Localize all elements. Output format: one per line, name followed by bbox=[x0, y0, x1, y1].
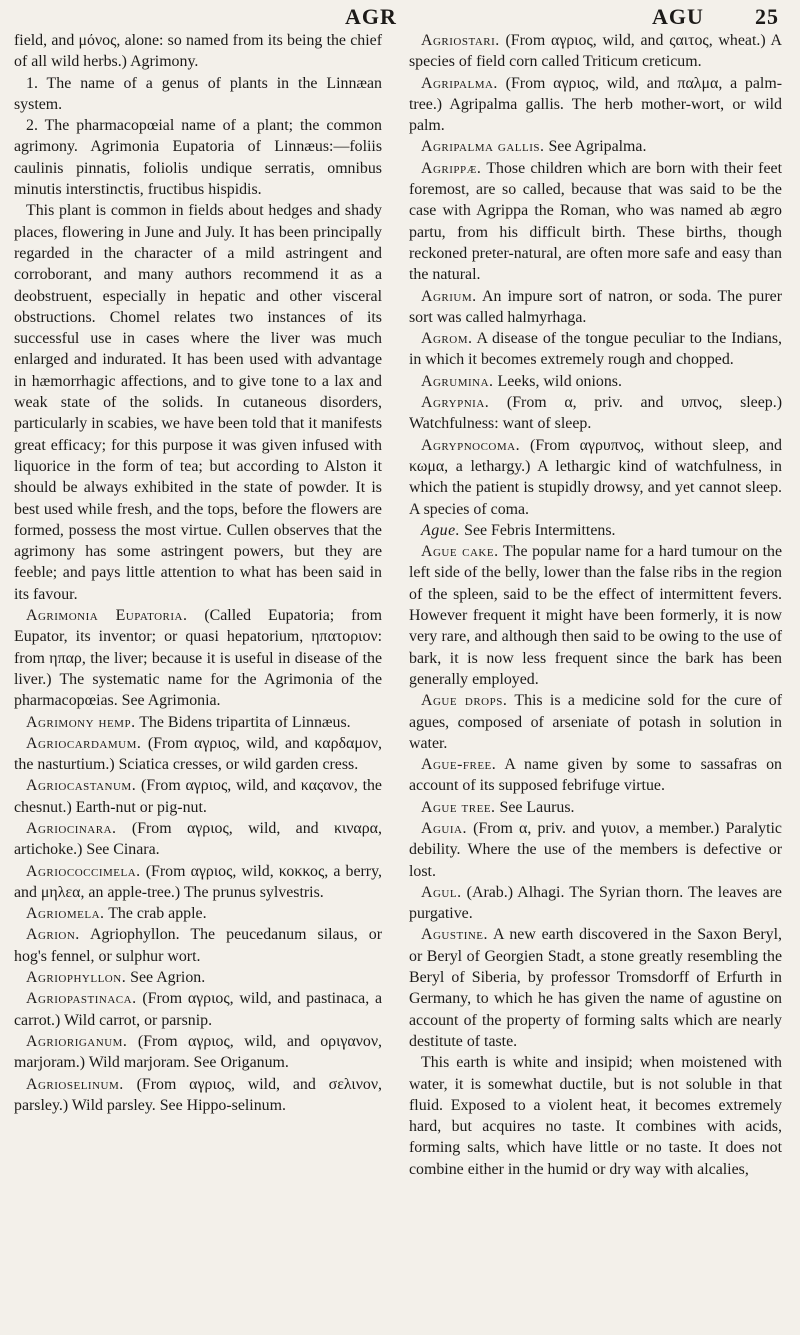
dictionary-entry bbox=[14, 924, 382, 967]
entry-text: 1. The name of a genus of plants in the Linnæan system. bbox=[14, 74, 382, 113]
dictionary-entry bbox=[409, 392, 782, 435]
entry-term: Agrom. bbox=[421, 330, 473, 348]
entry-text: See Laurus. bbox=[499, 798, 575, 816]
paragraph bbox=[14, 115, 382, 200]
dictionary-entry bbox=[409, 73, 782, 137]
entry-term: Agrimonia Eupatoria. bbox=[26, 607, 188, 625]
entry-term: Agrumina. bbox=[421, 372, 494, 390]
entry-text: A name given by some to sassafras on account of its supposed febrifuge virtue. bbox=[409, 756, 782, 795]
dictionary-entry bbox=[409, 136, 782, 157]
entry-term: Ague-free. bbox=[421, 756, 497, 774]
dictionary-entry bbox=[409, 158, 782, 286]
entry-term: Agrypnia. bbox=[421, 394, 490, 412]
dictionary-entry bbox=[14, 733, 382, 776]
dictionary-entry bbox=[14, 818, 382, 861]
dictionary-entry bbox=[409, 328, 782, 371]
entry-text: field, and μόνος, alone: so named from its being the chief of all wild herbs.) Agrimony. bbox=[14, 32, 382, 71]
dictionary-entry bbox=[409, 797, 782, 818]
entry-term: Agrippæ. bbox=[421, 159, 482, 177]
entry-text: (From αγρυπνος, without sleep, and κωμα, a lethargy.) A lethargic kind of watchfulness, in which the patient is stupidly drowsy, and yet cannot sleep. A species of coma. bbox=[409, 436, 782, 518]
entry-text: A new earth discovered in the Saxon Beryl, or Beryl of Georgien Stadt, a stone greatly resembling the Beryl of Siberia, by professor Tromsdorff of Erfurth in Germany, to which he has given the name of agustine on account of the property of forming salts which are nearly destitute of taste. bbox=[409, 926, 782, 1050]
page-number: 25 bbox=[755, 4, 779, 29]
entry-term: Agriostari. bbox=[421, 32, 500, 49]
dictionary-entry bbox=[14, 967, 382, 988]
entry-term: Agrypnocoma. bbox=[421, 436, 521, 454]
entry-text: This is a medicine sold for the cure of agues, composed of arseniate of potash in solution in water. bbox=[409, 692, 782, 752]
entry-text: The Bidens tripartita of Linnæus. bbox=[139, 713, 351, 731]
entry-text: (From α, priv. and υπνος, sleep.) Watchfulness: want of sleep. bbox=[409, 394, 782, 433]
entry-term: Agrium. bbox=[421, 287, 477, 305]
entry-text: Leeks, wild onions. bbox=[497, 372, 622, 390]
header-left-word: AGR bbox=[345, 4, 397, 29]
entry-text: (From αγριος, wild, and pastinaca, a carrot.) Wild carrot, or parsnip. bbox=[14, 990, 382, 1029]
entry-term: Agustine. bbox=[421, 926, 488, 944]
entry-term: Ague cake. bbox=[421, 543, 499, 561]
dictionary-entry bbox=[409, 924, 782, 1052]
dictionary-entry bbox=[409, 541, 782, 690]
entry-text: (From αγριος, wild, and ςαιτος, wheat.) A species of field corn called Triticum creticum. bbox=[409, 32, 782, 71]
paragraph bbox=[14, 73, 382, 116]
dictionary-entry bbox=[14, 712, 382, 733]
entry-text: (From αγριος, wild, and κιναρα, artichoke.) See Cinara. bbox=[14, 819, 382, 859]
left-column bbox=[14, 30, 382, 1116]
paragraph bbox=[409, 1052, 782, 1180]
entry-text: The popular name for a hard tumour on the left side of the belly, lower than the false ribs in the region of the spleen, said to be the effect of intermittent fevers. However frequent it might have been formerly, it is now very rare, and although then said to be owing to the use of bark, it is now less frequent since the bark has been generally employed. bbox=[409, 543, 782, 688]
dictionary-entry bbox=[409, 690, 782, 754]
entry-text: This plant is common in fields about hedges and shady places, flowering in June and July. It has been principally regarded in the character of a mild astringent and corroborant, and many authors recommend it as a deobstruent, especially in hepatic and other visceral obstructions. Chomel relates two instances of its successful use in cases where the liver was much enlarged and indurated. It has been used with advantage in hæmorrhagic affections, and to give tone to a lax and weak state of the solids. In cutaneous disorders, particularly in scabies, we have been told that it manifests great efficacy; for this purpose it was given infused with liquorice in the form of tea; but according to Alston it should be always exhibited in the state of powder. It is best used while fresh, and the tops, before the flowers are formed, possess the most virtue. Cullen observes that the agrimony has some astringent powers, but they are feeble; and pays little attention to what has been said in its favour. bbox=[14, 202, 383, 603]
dictionary-entry bbox=[409, 818, 782, 882]
entry-term: Ague. bbox=[421, 521, 461, 539]
dictionary-entry bbox=[409, 286, 782, 329]
entry-text: See Febris Intermittens. bbox=[464, 521, 616, 539]
entry-term: Agrimony hemp. bbox=[26, 713, 136, 731]
entry-term: Agul. bbox=[421, 883, 462, 901]
entry-term: Agriocardamum. bbox=[26, 734, 142, 752]
dictionary-entry bbox=[409, 520, 782, 541]
entry-text: This earth is white and insipid; when moistened with water, it is somewhat ductile, but is not soluble in that fluid. Exposed to a violent heat, it becomes extremely hard, but acquires no taste. It combines with acids, forming salts, which have little or no taste. It does not combine either in the humid or dry way with alcalies, bbox=[409, 1054, 782, 1178]
entry-term: Agripalma. bbox=[421, 74, 498, 92]
dictionary-entry bbox=[409, 882, 782, 925]
header-right-word: AGU bbox=[652, 4, 704, 29]
continued-text bbox=[14, 30, 382, 73]
entry-term: Agrioselinum. bbox=[26, 1075, 124, 1093]
dictionary-entry bbox=[14, 1031, 382, 1074]
entry-term: Aguia. bbox=[421, 819, 467, 837]
entry-term: Agrioriganum. bbox=[26, 1032, 128, 1050]
entry-text: (From αγριος, wild, and οριγανον, marjoram.) Wild marjoram. See Origanum. bbox=[14, 1032, 382, 1072]
entry-text: Agriophyllon. The peucedanum silaus, or hog's fennel, or sulphur wort. bbox=[14, 926, 382, 965]
entry-text: (From αγριος, wild, and καρδαμον, the nasturtium.) Sciatica cresses, or wild garden cress. bbox=[14, 734, 382, 774]
entry-text: (Called Eupatoria; from Eupator, its inventor; or quasi hepatorium, ηπατοριον: from ηπαρ, the liver; because it is useful in disease of the liver.) The systematic name for the Agrimonia of the pharmacopœias. See Agrimonia. bbox=[14, 607, 382, 710]
entry-term: Agripalma gallis. bbox=[421, 138, 545, 156]
entry-text: See Agrion. bbox=[130, 969, 206, 987]
entry-text: See Agripalma. bbox=[548, 138, 647, 156]
dictionary-entry bbox=[14, 775, 382, 818]
dictionary-entry bbox=[14, 1074, 382, 1117]
dictionary-entry bbox=[14, 861, 382, 904]
dictionary-entry bbox=[14, 903, 382, 924]
dictionary-entry bbox=[409, 30, 782, 73]
entry-text: An impure sort of natron, or soda. The purer sort was called halmyrhaga. bbox=[409, 287, 782, 326]
entry-term: Agriopastinaca. bbox=[26, 990, 137, 1008]
entry-text: (From α, priv. and γυιον, a member.) Paralytic debility. Where the use of the members is defective or lost. bbox=[409, 819, 782, 880]
entry-text: (From αγριος, wild, κοκκος, a berry, and μηλεα, an apple-tree.) The prunus sylvestris. bbox=[14, 862, 382, 901]
entry-term: Agriocastanum. bbox=[26, 777, 137, 795]
dictionary-entry bbox=[409, 754, 782, 797]
dictionary-entry bbox=[409, 371, 782, 392]
entry-text: Those children which are born with their feet foremost, are so called, because that was said to be the case with Agrippa the Roman, who was named ab ægro partu, from his difficult birth. These births, though reckoned preter-natural, are often more safe and easy than the natural. bbox=[409, 159, 782, 284]
entry-text: (Arab.) Alhagi. The Syrian thorn. The leaves are purgative. bbox=[409, 883, 782, 923]
entry-text: (From αγριος, wild, and παλμα, a palm-tree.) Agripalma gallis. The herb mother-wort, or wild palm. bbox=[409, 74, 782, 135]
entry-text: (From αγριος, wild, and σελινον, parsley.) Wild parsley. See Hippo-selinum. bbox=[14, 1075, 382, 1114]
right-column bbox=[409, 30, 782, 1180]
dictionary-entry bbox=[14, 605, 382, 711]
entry-term: Ague drops. bbox=[421, 692, 508, 710]
entry-text: A disease of the tongue peculiar to the Indians, in which it becomes extremely rough and chopped. bbox=[409, 330, 782, 369]
paragraph bbox=[14, 200, 382, 605]
entry-term: Ague tree. bbox=[421, 798, 496, 816]
entry-text: (From αγριος, wild, and καςανον, the chesnut.) Earth-nut or pig-nut. bbox=[14, 777, 382, 816]
entry-term: Agriophyllon. bbox=[26, 969, 127, 987]
dictionary-entry bbox=[14, 988, 382, 1031]
entry-text: 2. The pharmacopœial name of a plant; the common agrimony. Agrimonia Eupatoria of Linnæus:—foliis caulinis pinnatis, foliolis undique serratis, omnibus minutis interstinctis, fructibus hispidis. bbox=[14, 117, 382, 199]
entry-term: Agriomela. bbox=[26, 905, 105, 923]
entry-term: Agriococcimela. bbox=[26, 862, 141, 880]
entry-term: Agriocinara. bbox=[26, 819, 117, 837]
dictionary-entry bbox=[409, 435, 782, 520]
entry-term: Agrion. bbox=[26, 926, 80, 944]
entry-text: The crab apple. bbox=[108, 905, 207, 923]
